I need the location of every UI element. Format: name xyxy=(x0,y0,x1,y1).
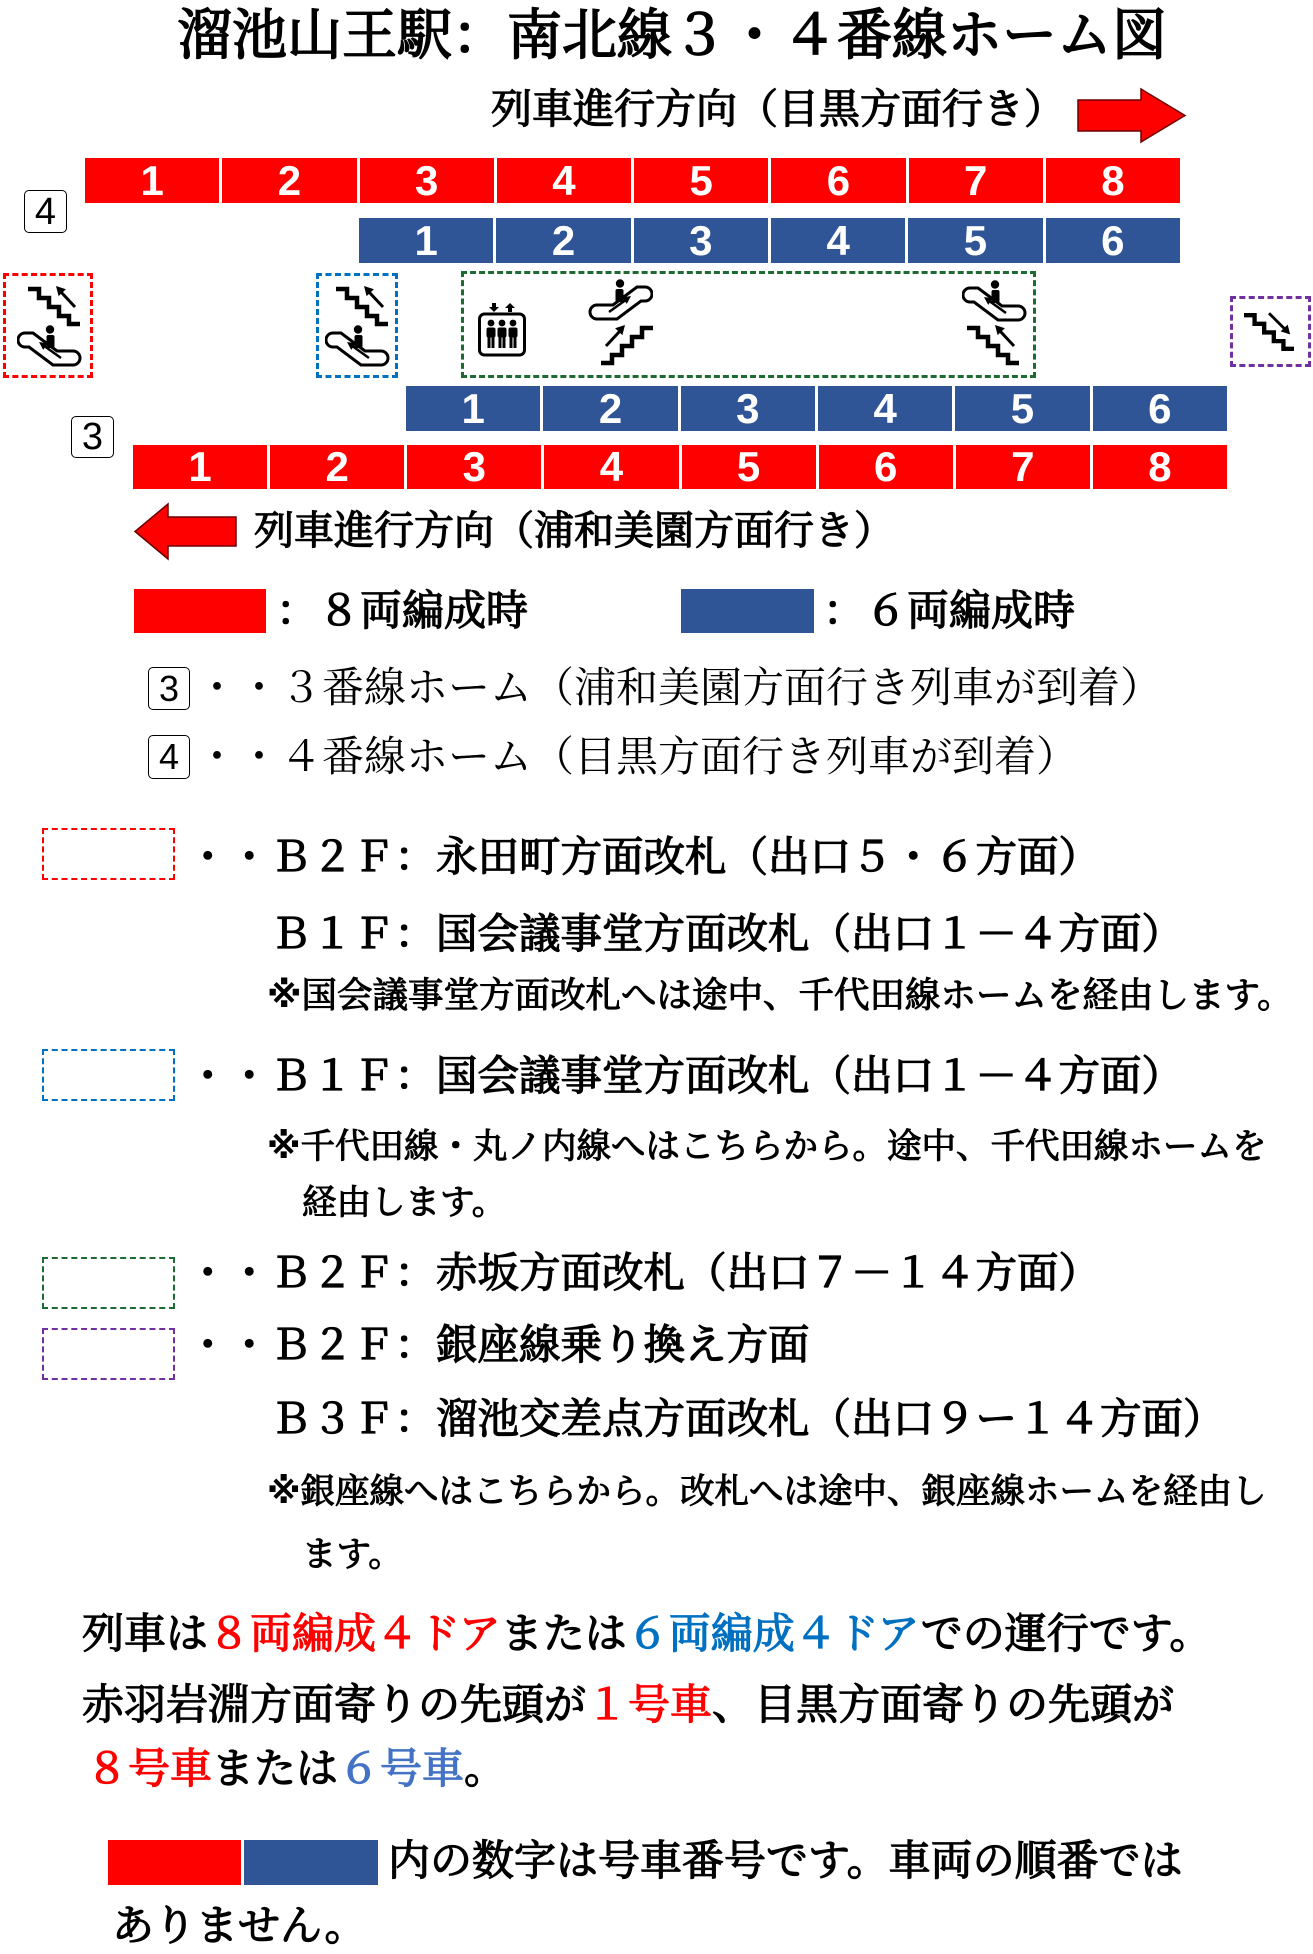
car: 4 xyxy=(497,158,631,203)
escalator-up-icon xyxy=(962,280,1027,323)
car: 2 xyxy=(222,158,356,203)
car: 1 xyxy=(406,386,540,431)
car: 6 xyxy=(819,445,953,489)
footer-swatch-red xyxy=(108,1840,241,1885)
car: 3 xyxy=(407,445,541,489)
right-arrow-icon xyxy=(1077,88,1187,143)
car: 1 xyxy=(359,218,493,263)
stairs-up-icon xyxy=(336,285,388,327)
exit-purple-note-2: ます。 xyxy=(302,1535,403,1575)
car: 4 xyxy=(544,445,678,489)
exit-purple-note-1: ※銀座線へはこちらから。改札へは途中、銀座線ホームを経由し xyxy=(267,1472,1267,1512)
stairs-up-icon xyxy=(967,324,1019,366)
summary-car-1-highlight: １号車 xyxy=(586,1680,713,1729)
facility-group-green xyxy=(461,271,1036,378)
exit-red-line-2: Ｂ１Ｆ：国会議事堂方面改札（出口１－４方面） xyxy=(270,909,1184,958)
summary-line-3 xyxy=(86,1744,506,1794)
summary-text: または xyxy=(500,1609,627,1658)
exit-red-note: ※国会議事堂方面改札へは途中、千代田線ホームを経由します。 xyxy=(267,975,1293,1016)
summary-car-6-highlight: ６号車 xyxy=(338,1744,465,1793)
platform3-eight-car-row xyxy=(133,445,1227,489)
legend-swatch-six-car xyxy=(681,589,814,633)
car: 6 xyxy=(1093,386,1227,431)
summary-line-1 xyxy=(82,1609,1211,1659)
exit-legend-box-red xyxy=(42,828,175,880)
escalator-up-icon xyxy=(588,279,653,322)
car: 7 xyxy=(909,158,1043,203)
platform4-eight-car-row xyxy=(85,158,1180,203)
car: 4 xyxy=(771,218,905,263)
car: 6 xyxy=(771,158,905,203)
car: 4 xyxy=(818,386,952,431)
platform-note-badge: 4 xyxy=(148,735,190,779)
elevator-icon xyxy=(478,303,526,357)
exit-legend-box-blue xyxy=(42,1049,175,1101)
summary-text: または xyxy=(212,1744,339,1793)
exit-blue-note-2: 経由します。 xyxy=(302,1183,507,1223)
car: 5 xyxy=(634,158,768,203)
escalator-up-icon xyxy=(17,325,82,368)
exit-red-line-1: ・・Ｂ２Ｆ：永田町方面改札（出口５・６方面） xyxy=(187,832,1101,881)
summary-car-8-highlight: ８号車 xyxy=(86,1744,213,1793)
platform4-six-car-row xyxy=(359,218,1180,263)
car: 3 xyxy=(360,158,494,203)
stairs-down-icon xyxy=(1244,311,1294,352)
car: 2 xyxy=(543,386,677,431)
footer-line-1: 内の数字は号車番号です。車両の順番では xyxy=(388,1836,1183,1885)
stairs-up-icon xyxy=(601,324,653,366)
car: 8 xyxy=(1093,445,1227,489)
platform-note-4: ・・４番線ホーム（目黒方面行き列車が到着） xyxy=(196,732,1079,781)
exit-green-line-1: ・・Ｂ２Ｆ：赤坂方面改札（出口７－１４方面） xyxy=(187,1248,1101,1297)
direction-label-urawa-misono: 列車進行方向（浦和美園方面行き） xyxy=(254,508,894,554)
platform-4-badge: 4 xyxy=(24,190,67,233)
platform-note-badge: 3 xyxy=(148,667,190,710)
summary-line-2 xyxy=(82,1680,1174,1730)
car: 6 xyxy=(1046,218,1180,263)
summary-text: 赤羽岩淵方面寄りの先頭が xyxy=(82,1680,587,1729)
footer-swatch-blue xyxy=(244,1840,378,1885)
car: 8 xyxy=(1046,158,1180,203)
platform-3-badge: 3 xyxy=(71,416,114,458)
direction-label-meguro: 列車進行方向（目黒方面行き） xyxy=(491,85,1065,133)
platform-note-3: ・・３番線ホーム（浦和美園方面行き列車が到着） xyxy=(196,663,1163,712)
exit-legend-box-purple xyxy=(42,1328,175,1380)
car: 3 xyxy=(681,386,815,431)
left-arrow-icon xyxy=(134,503,237,560)
exit-purple-line-1: ・・Ｂ２Ｆ：銀座線乗り換え方面 xyxy=(187,1320,810,1369)
escalator-up-icon xyxy=(325,325,390,368)
car: 3 xyxy=(634,218,768,263)
car: 5 xyxy=(908,218,1042,263)
car: 2 xyxy=(496,218,630,263)
exit-purple-line-2: Ｂ３Ｆ：溜池交差点方面改札（出口９ー１４方面） xyxy=(270,1394,1225,1443)
exit-blue-line-1: ・・Ｂ１Ｆ：国会議事堂方面改札（出口１－４方面） xyxy=(187,1051,1184,1100)
car: 7 xyxy=(956,445,1090,489)
page-title: 溜池山王駅：南北線３・４番線ホーム図 xyxy=(177,3,1168,67)
summary-text: 列車は xyxy=(82,1609,209,1658)
legend-label-six-car: ：６両編成時 xyxy=(823,586,1076,635)
summary-text: での運行です。 xyxy=(920,1609,1212,1658)
summary-text: 。 xyxy=(464,1744,507,1793)
stairs-up-icon xyxy=(28,285,80,327)
legend-swatch-eight-car xyxy=(134,589,266,633)
footer-line-2: ありません。 xyxy=(112,1901,367,1950)
platform3-six-car-row xyxy=(406,386,1227,431)
car: 5 xyxy=(682,445,816,489)
car: 5 xyxy=(955,386,1089,431)
car: 1 xyxy=(85,158,219,203)
summary-six-car-highlight: ６両編成４ドア xyxy=(626,1609,921,1658)
summary-eight-car-highlight: ８両編成４ドア xyxy=(208,1609,501,1658)
summary-text: 、目黒方面寄りの先頭が xyxy=(712,1680,1175,1729)
exit-blue-note-1: ※千代田線・丸ノ内線へはこちらから。途中、千代田線ホームを xyxy=(267,1127,1267,1167)
exit-legend-box-green xyxy=(42,1257,175,1309)
legend-label-eight-car: ：８両編成時 xyxy=(276,586,529,635)
car: 1 xyxy=(133,445,267,489)
car: 2 xyxy=(270,445,404,489)
